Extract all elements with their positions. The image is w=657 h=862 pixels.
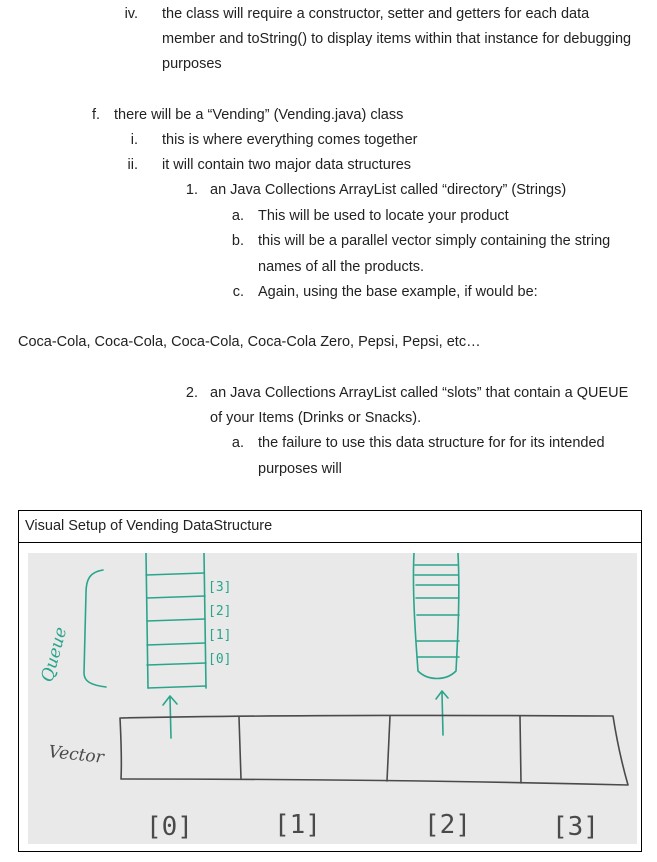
queue-bracket (84, 570, 106, 687)
whiteboard-drawing (28, 553, 637, 844)
item-iv-line-3: purposes (162, 56, 222, 72)
vector-index-3: [3] (552, 812, 599, 842)
item-2a-line-1: the failure to use this data structure for for its intended (258, 435, 605, 451)
vector-index-0: [0] (146, 812, 193, 842)
queue-0-slots (146, 573, 206, 688)
item-f-marker: f. (91, 107, 100, 123)
queue-index-3: [3] (208, 580, 232, 595)
item-1b-line-2: names of all the products. (258, 259, 425, 275)
item-1a-marker: a. (231, 208, 244, 224)
queue-label-handwriting: Queue (37, 625, 72, 685)
teal-ink (84, 553, 459, 738)
item-f-ii-text: it will contain two major data structures (162, 157, 412, 173)
arrow-up-2 (436, 691, 448, 735)
item-2-marker: 2. (185, 385, 198, 401)
item-2a-line-2: purposes will (258, 461, 342, 477)
item-1-text: an Java Collections ArrayList called “directory” (Strings) (210, 182, 567, 198)
item-f-i-text: this is where everything comes together (162, 132, 418, 148)
item-1c-text: Again, using the base example, if would be: (258, 284, 538, 300)
item-1a-text: This will be used to locate your product (258, 208, 509, 224)
item-f-text: there will be a “Vending” (Vending.java) class (114, 107, 404, 123)
item-1-marker: 1. (185, 182, 198, 198)
item-2-line-1: an Java Collections ArrayList called “slots” that contain a QUEUE (210, 385, 629, 401)
item-f-i-marker: i. (130, 132, 138, 148)
item-iv-line-1: the class will require a constructor, setter and getters for each data (162, 6, 590, 22)
vector-outline (120, 715, 628, 785)
vector-index-2: [2] (424, 810, 471, 840)
queue-index-labels (208, 580, 231, 667)
item-2-line-2: of your Items (Drinks or Snacks). (210, 410, 422, 426)
queue-2-slots (415, 565, 459, 657)
queue-index-2: [2] (208, 604, 232, 619)
item-1b-line-1: this will be a parallel vector simply containing the string (258, 233, 611, 249)
vector-label-handwriting: Vector (47, 742, 105, 768)
item-f-ii-marker: ii. (127, 157, 138, 173)
item-2a-marker: a. (231, 435, 244, 451)
queue-index-0: [0] (208, 652, 232, 667)
vector-index-labels (146, 810, 599, 842)
item-iv-marker: iv. (124, 6, 138, 22)
vector-ink (120, 715, 628, 785)
queue-index-1: [1] (208, 628, 232, 643)
item-1c-marker: c. (232, 284, 244, 300)
whiteboard-photo (28, 553, 637, 844)
item-1b-marker: b. (231, 233, 244, 249)
item-iv-line-2: member and toString() to display items within that instance for debugging (162, 31, 632, 47)
figure-table (18, 510, 642, 852)
figure-title: Visual Setup of Vending DataStructure (19, 511, 641, 543)
vector-index-1: [1] (274, 810, 321, 840)
example-directory-values: Coca-Cola, Coca-Cola, Coca-Cola, Coca-Cola Zero, Pepsi, Pepsi, etc… (18, 334, 481, 350)
vector-dividers (239, 716, 521, 783)
